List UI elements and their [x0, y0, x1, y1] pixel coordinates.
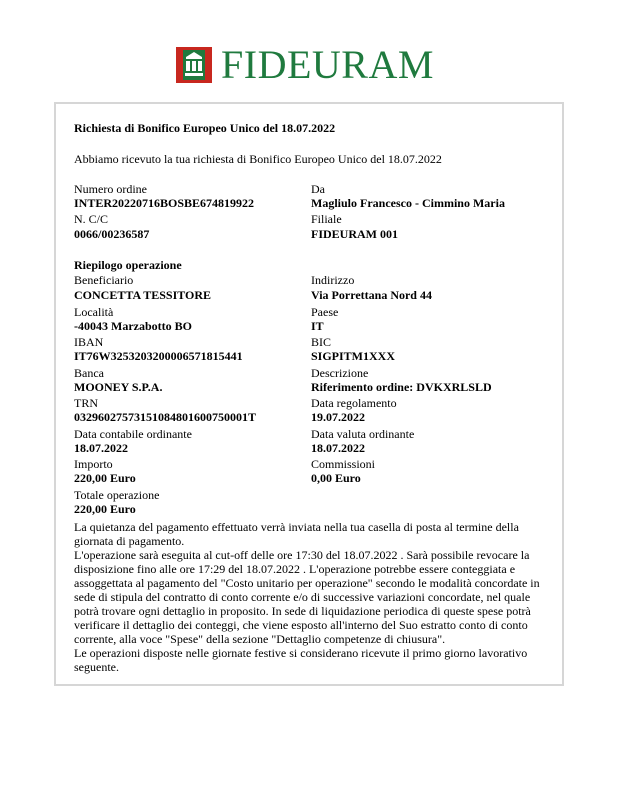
- commissioni-label: Commissioni: [311, 457, 376, 471]
- localita-value: -40043 Marzabotto BO: [74, 319, 192, 333]
- note-festivi: Le operazioni disposte nelle giornate festive si considerano ricevute il primo giorno lavorativo seguente.: [74, 646, 528, 674]
- filiale-value: FIDEURAM 001: [311, 227, 398, 241]
- beneficiario-value: CONCETTA TESSITORE: [74, 288, 212, 302]
- importo-label: Importo: [74, 457, 113, 471]
- totale-label: Totale operazione: [74, 488, 160, 502]
- ncc-value: 0066/00236587: [74, 227, 150, 241]
- numero-ordine-value: INTER20220716BOSBE674819922: [74, 196, 255, 210]
- numero-ordine-label: Numero ordine: [74, 182, 147, 196]
- fideuram-emblem-icon: [176, 47, 212, 83]
- intro-text: Abbiamo ricevuto la tua richiesta di Bonifico Europeo Unico del 18.07.2022: [74, 152, 442, 166]
- indirizzo-value: Via Porrettana Nord 44: [311, 288, 432, 302]
- beneficiario-label: Beneficiario: [74, 273, 134, 287]
- da-label: Da: [311, 182, 325, 196]
- commissioni-value: 0,00 Euro: [311, 471, 361, 485]
- logo-text: FIDEURAM: [221, 42, 434, 87]
- note-cutoff: L'operazione sarà eseguita al cut-off delle ore 17:30 del 18.07.2022 . Sarà possibile revocare la disposizione fino alle ore 17:29 del 18.07.2022 . L'operazione potrebbe essere conteggiata e assoggettata al pagamento del "Costo unitario per operazione" secondo le modalità concordate in sede di stipula del contratto di conto corrente e/o di successive variazioni concordate, nel quale potrà trovare ogni dettaglio in proposito. In sede di liquidazione periodica di queste spese potrà verificare il dettaglio dei conteggi, che viene esposto all'interno del Suo estratto conto di conto corrente, alla voce "Spese" della sezione "Dettaglio competenze di chiusura".: [74, 548, 540, 646]
- iban-value: IT76W3253203200006571815441: [74, 349, 243, 363]
- trn-label: TRN: [74, 396, 98, 410]
- ncc-label: N. C/C: [74, 212, 109, 226]
- trn-value: 03296027573151084801600750001T: [74, 410, 257, 424]
- note-quietanza: La quietanza del pagamento effettuato verrà inviata nella tua casella di posta al termine della giornata di pagamento.: [74, 520, 519, 548]
- paese-value: IT: [311, 319, 324, 333]
- localita-label: Località: [74, 305, 114, 319]
- bic-value: SIGPITM1XXX: [311, 349, 396, 363]
- bic-label: BIC: [311, 335, 332, 349]
- data-valuta-label: Data valuta ordinante: [311, 427, 415, 441]
- filiale-label: Filiale: [311, 212, 342, 226]
- data-contabile-value: 18.07.2022: [74, 441, 128, 455]
- indirizzo-label: Indirizzo: [311, 273, 355, 287]
- descrizione-value: Riferimento ordine: DVKXRLSLD: [311, 380, 492, 394]
- data-regolamento-label: Data regolamento: [311, 396, 397, 410]
- descrizione-label: Descrizione: [311, 366, 369, 380]
- paese-label: Paese: [311, 305, 339, 319]
- banca-label: Banca: [74, 366, 104, 380]
- riepilogo-title: Riepilogo operazione: [74, 258, 182, 272]
- document-title: Richiesta di Bonifico Europeo Unico del 18.07.2022: [74, 121, 336, 135]
- banca-value: MOONEY S.P.A.: [74, 380, 163, 394]
- data-contabile-label: Data contabile ordinante: [74, 427, 192, 441]
- totale-value: 220,00 Euro: [74, 502, 136, 516]
- fideuram-logo: [176, 42, 436, 87]
- iban-label: IBAN: [74, 335, 104, 349]
- data-regolamento-value: 19.07.2022: [311, 410, 365, 424]
- da-value: Magliulo Francesco - Cimmino Maria: [311, 196, 505, 210]
- importo-value: 220,00 Euro: [74, 471, 136, 485]
- data-valuta-value: 18.07.2022: [311, 441, 365, 455]
